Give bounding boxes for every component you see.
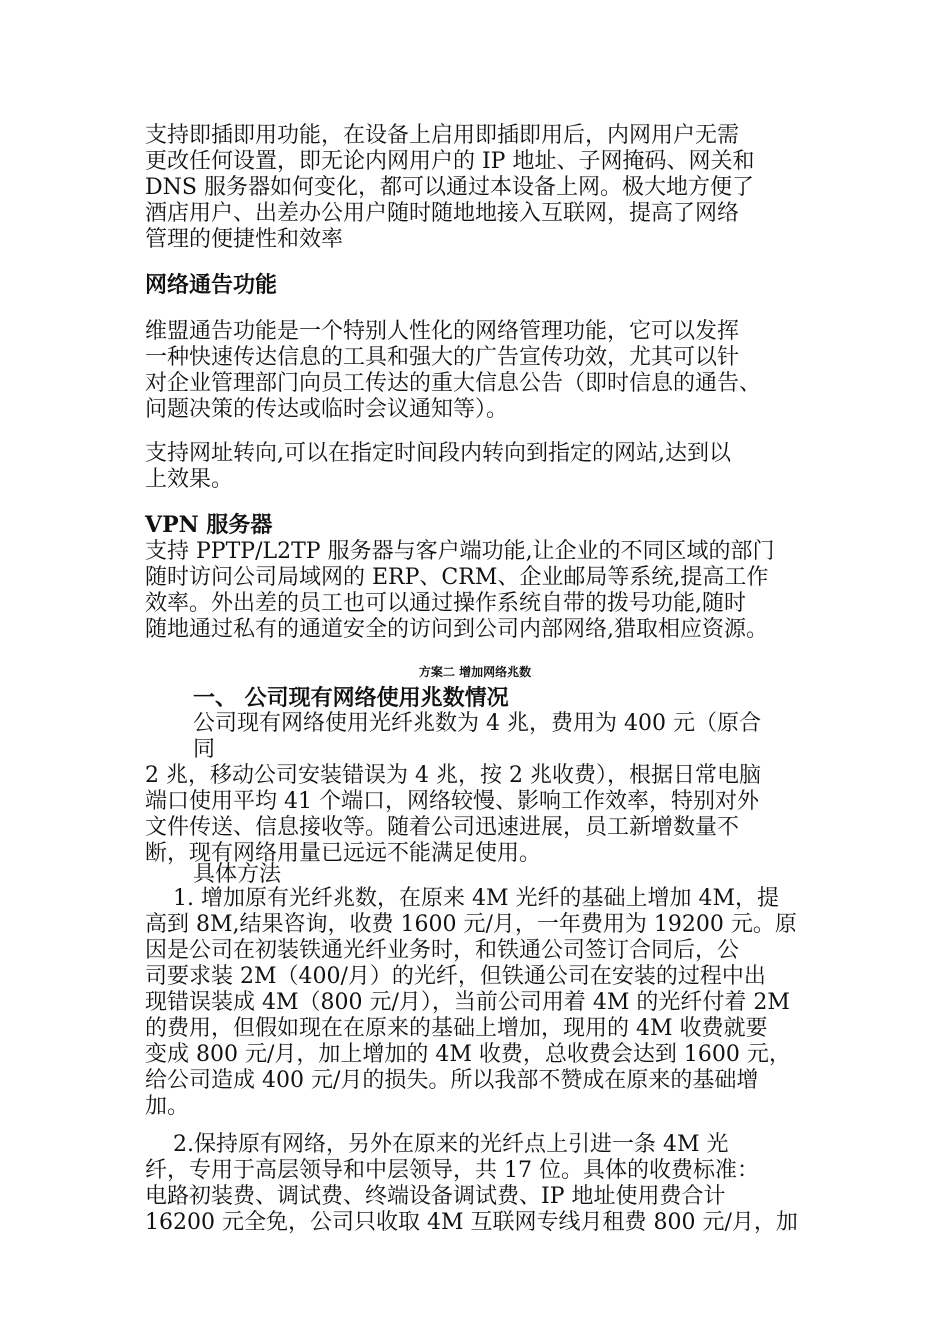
notice-body-line-1: 维盟通告功能是一个特别人性化的网络管理功能，它可以发挥 (145, 319, 740, 344)
section-one-line-3: 2 兆，移动公司安装错误为 4 兆，按 2 兆收费），根据日常电脑 (145, 763, 761, 788)
redirect-body-line-1: 支持网址转向,可以在指定时间段内转向到指定的网站,达到以 (145, 441, 731, 466)
method-two-line-1: 2.保持原有网络，另外在原来的光纤点上引进一条 4M 光 (173, 1132, 729, 1157)
method-one-line-9: 加。 (145, 1094, 190, 1119)
section-one-line-4: 端口使用平均 41 个端口，网络较慢、影响工作效率，特别对外 (145, 789, 759, 814)
section-one-line-1: 公司现有网络使用光纤兆数为 4 兆，费用为 400 元（原合 (193, 711, 761, 736)
method-one-line-7: 变成 800 元/月，加上增加的 4M 收费，总收费会达到 1600 元， (145, 1042, 791, 1067)
redirect-body-line-2: 上效果。 (145, 467, 234, 492)
notice-body-line-3: 对企业管理部门向员工传达的重大信息公告（即时信息的通告、 (145, 371, 762, 396)
method-one-line-8: 给公司造成 400 元/月的损失。所以我部不赞成在原来的基础增 (145, 1068, 759, 1093)
section-one-line-2: 同 (193, 737, 216, 762)
plan-two-title: 方案二 增加网络兆数 (418, 665, 532, 679)
method-label: 具体方法 (193, 862, 282, 887)
method-one-line-6: 的费用，但假如现在在原来的基础上增加，现用的 4M 收费就要 (145, 1016, 768, 1041)
method-one-line-5: 现错误装成 4M（800 元/月），当前公司用着 4M 的光纤付着 2M (145, 990, 790, 1015)
method-two-line-2: 纤，专用于高层领导和中层领导，共 17 位。具体的收费标准： (145, 1158, 759, 1183)
plug-and-play-line-2: 更改任何设置，即无论内网用户的 IP 地址、子网掩码、网关和 (145, 149, 755, 174)
vpn-body-line-1: 支持 PPTP/L2TP 服务器与客户端功能,让企业的不同区域的部门 (145, 539, 775, 564)
notice-body-line-4: 问题决策的传达或临时会议通知等）。 (145, 397, 509, 422)
vpn-body-line-2: 随时访问公司局域网的 ERP、CRM、企业邮局等系统,提高工作 (145, 565, 769, 590)
notice-body-line-2: 一种快速传达信息的工具和强大的广告宣传功效，尤其可以针 (145, 345, 740, 370)
section-one-heading: 一、 公司现有网络使用兆数情况 (193, 685, 509, 711)
section-one-line-6: 断，现有网络用量已远远不能满足使用。 (145, 841, 542, 866)
plug-and-play-line-3: DNS 服务器如何变化，都可以通过本设备上网。极大地方便了 (145, 175, 754, 200)
notice-heading: 网络通告功能 (145, 272, 278, 298)
method-one-line-1: 1. 增加原有光纤兆数，在原来 4M 光纤的基础上增加 4M，提 (173, 886, 780, 911)
section-one-line-5: 文件传送、信息接收等。随着公司迅速进展，员工新增数量不 (145, 815, 740, 840)
vpn-body-line-3: 效率。外出差的员工也可以通过操作系统自带的拨号功能,随时 (145, 591, 746, 616)
method-one-line-4: 司要求装 2M（400/月）的光纤，但铁通公司在安装的过程中出 (145, 964, 766, 989)
plug-and-play-line-1: 支持即插即用功能，在设备上启用即插即用后，内网用户无需 (145, 123, 740, 148)
plug-and-play-line-4: 酒店用户、出差办公用户随时随地地接入互联网，提高了网络 (145, 201, 740, 226)
vpn-body-line-4: 随地通过私有的通道安全的访问到公司内部网络,猎取相应资源。 (145, 617, 768, 642)
method-two-line-3: 电路初装费、调试费、终端设备调试费、IP 地址使用费合计 (145, 1184, 726, 1209)
method-one-line-3: 因是公司在初装铁通光纤业务时，和铁通公司签订合同后，公 (145, 938, 740, 963)
plug-and-play-line-5: 管理的便捷性和效率 (145, 227, 344, 252)
method-two-line-4: 16200 元全免，公司只收取 4M 互联网专线月租费 800 元/月，加 (145, 1210, 798, 1235)
method-one-line-2: 高到 8M,结果咨询，收费 1600 元/月，一年费用为 19200 元。原 (145, 912, 797, 937)
vpn-heading: VPN 服务器 (145, 512, 273, 538)
